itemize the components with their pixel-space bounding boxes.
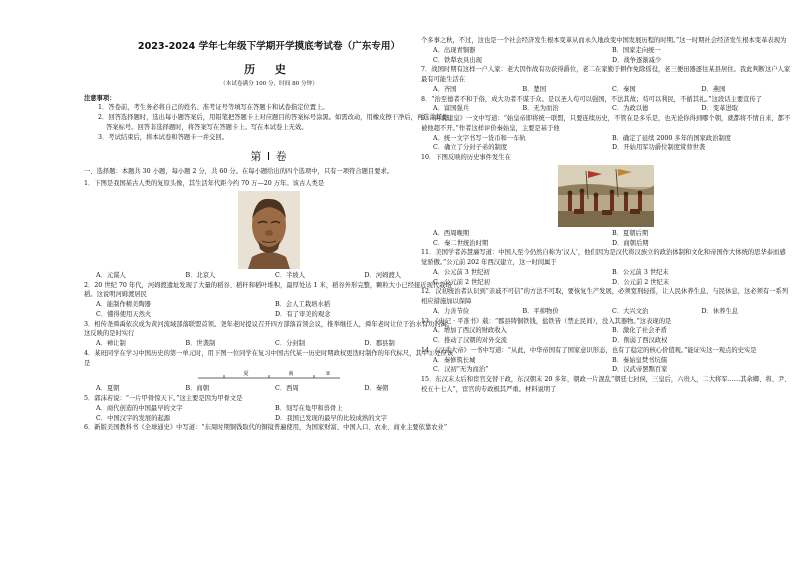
option-d[interactable]: D．战争逐渐减少 xyxy=(612,56,662,64)
question-stem: 5．郭沫若说：“一片甲骨惊天下。”这主要是因为甲骨文是 xyxy=(84,395,243,403)
option-d[interactable]: D．削弱了西汉政权 xyxy=(612,337,668,344)
option-d[interactable]: D．公元前 2 世纪末 xyxy=(612,278,670,286)
question-3 xyxy=(84,320,454,349)
option-a[interactable]: A．商代创造的中国最早的文字 xyxy=(96,404,183,412)
options-row xyxy=(421,134,791,154)
timeline-label: 夏 xyxy=(243,371,249,378)
option-b[interactable]: B．北京人 xyxy=(185,271,216,279)
option-a[interactable]: A．齐国 xyxy=(433,85,457,93)
option-c[interactable]: C．秦国 xyxy=(612,85,636,93)
score-info: （本试卷满分 100 分，时间 80 分钟） xyxy=(220,80,318,87)
option-c[interactable]: C．中国汉字的发展的起源 xyxy=(96,414,171,422)
options-row xyxy=(421,104,791,114)
question-10 xyxy=(421,153,791,248)
question-stem: 个多事之秋，不过，这也是一个社会经济发生根本变革从而永久地改变中国发展历程的时期。”这一时期社会经济发生根本变革表现为 xyxy=(421,37,787,44)
option-a[interactable]: A．能制作精美陶器 xyxy=(96,301,151,309)
option-b[interactable]: B．公元前 3 世纪末 xyxy=(612,268,669,276)
question-stem: 1．下图是我国某古人类的复原头像，其生活年代距今约 70 万—20 万年。该古人类是 xyxy=(84,180,325,188)
option-b[interactable]: B．激化了社会矛盾 xyxy=(612,327,668,335)
question-14 xyxy=(421,346,791,375)
question-stem: 4．某班同学在学习中国历史的第一单元时，用下图一位同学在复习中国古代某一历史时期政权更迭时制作的年代标尺，其中②处应该是 xyxy=(84,349,454,367)
uprising-painting-image xyxy=(558,165,654,227)
option-b[interactable]: B．会人工栽培水稻 xyxy=(275,301,331,309)
options-row xyxy=(84,271,454,281)
note-item: 1．答卷前，考生务必将自己的姓名、准考证号等填写在答题卡和试卷指定位置上。 xyxy=(98,104,329,112)
question-13 xyxy=(421,317,791,346)
option-c[interactable]: C．懂得使用天然火 xyxy=(96,310,152,318)
options-row xyxy=(421,356,791,376)
question-5 xyxy=(84,394,454,423)
options-row xyxy=(84,300,454,320)
timeline-label: 商 xyxy=(288,371,294,378)
subject-heading: 历 史 xyxy=(244,62,294,76)
option-d[interactable]: D．有了审美的观念 xyxy=(275,310,331,318)
options-row xyxy=(84,384,454,394)
option-a[interactable]: A．富国强兵 xyxy=(433,105,470,113)
ancient-human-bust-image xyxy=(238,191,300,269)
option-b[interactable]: B．国家走向统一 xyxy=(612,46,661,54)
question-4 xyxy=(84,349,454,394)
volume-heading: 第 I 卷 xyxy=(250,150,288,164)
option-c[interactable]: C．为政以德 xyxy=(612,105,649,113)
option-a[interactable]: A．统一文字书写一货币和一车轨 xyxy=(433,134,526,142)
question-15 xyxy=(421,375,791,395)
options-row xyxy=(421,326,791,346)
question-stem: 13．《史记 · 平准书》载：“郡县铸铜铁钱，盐铁皆（禁止民间），没入其器物。”这表现的是 xyxy=(421,317,672,325)
question-9 xyxy=(421,114,791,153)
question-stem: 9．《再说建皇》一文中写道：“始皇帝即将统一联盟，只要连续历史，不管在是多乐是，也无论你得到哪个朝，就都将不情自来，都不被他超不开。”作者这样评价秦始皇，主要是基于他 xyxy=(421,115,791,132)
option-b[interactable]: B．确定了延续 2000 多年的国家政治制度 xyxy=(612,134,732,142)
options-row xyxy=(421,307,791,317)
question-stem: 3．相传尧舜禹依次成为黄河流域部落联盟首领。尧年老时提议召开四方部落首领会议，推举继任人，舜年老时让位于治水有功的禹。这反映的是时实行 xyxy=(84,320,454,338)
question-6 xyxy=(84,423,454,433)
option-c[interactable]: C．分封制 xyxy=(275,340,306,348)
option-d[interactable]: D．汉武帝罢黜百家 xyxy=(612,366,668,374)
option-a[interactable]: A．公元前 3 世纪初 xyxy=(433,268,490,276)
option-c[interactable]: C．大兴文治 xyxy=(612,307,649,315)
option-a[interactable]: A．出现青铜器 xyxy=(433,46,476,54)
notes-heading: 注意事项： xyxy=(84,94,116,102)
option-b[interactable]: B．秦始皇焚书坑儒 xyxy=(612,356,668,364)
note-item: 2．回答选择题时，选出每小题答案后，用铅笔把答题卡上对应题目的答案标号涂黑。如需改动，用橡皮擦干净后，再选涂其他答案标号。回答非选择题时，将答案写在答题卡上。写在本试卷上无效。 xyxy=(98,114,449,131)
option-b[interactable]: B．无为而治 xyxy=(522,105,559,113)
timeline-ruler xyxy=(194,370,344,382)
option-b[interactable]: B．夏朝后期 xyxy=(612,229,649,237)
option-d[interactable]: D．休养生息 xyxy=(701,307,739,315)
option-c[interactable]: C．确立了分封子弟的制度 xyxy=(433,144,508,152)
question-stem: 12．汉初统治者认识到“亲戚不可信”的方法不可取，要恢复生产发展，必须宽刑轻徭，让人民休养生息，与民休息，这必须有一系列相应措施加以保障 xyxy=(421,288,789,305)
option-d[interactable]: D．燕国 xyxy=(701,85,726,93)
option-a[interactable]: A．元谋人 xyxy=(96,271,126,279)
question-stem: 6．新版美国教科书《全球通史》中写道：“东周时期铜钱取代的铜镜普遍使用，为国家财富、中国人口、农业、商业主要依靠农业” xyxy=(84,424,448,432)
question-11 xyxy=(421,248,791,287)
option-d[interactable]: D．秦朝 xyxy=(364,385,389,393)
question-2 xyxy=(84,281,454,320)
question-stem: 14．《汉武大帝》一书中写道：“从此，中华帝国有了国家意识形态，也有了稳定的核心价值观。”能证实这一观点的史实是 xyxy=(421,346,757,354)
option-d[interactable]: D．河姆渡人 xyxy=(364,271,402,279)
options-row xyxy=(421,85,791,95)
option-d[interactable]: D．郡县制 xyxy=(364,340,395,348)
option-c[interactable]: C．半坡人 xyxy=(275,271,306,279)
option-b[interactable]: B．刻写在龟甲和兽骨上 xyxy=(275,404,343,412)
options-row xyxy=(84,404,454,424)
option-b[interactable]: B．平抑物价 xyxy=(522,307,559,315)
options-row xyxy=(84,339,454,349)
option-c[interactable]: C．西周 xyxy=(275,385,299,393)
option-d[interactable]: D．商朝后期 xyxy=(612,239,649,247)
option-d[interactable]: D．我国已发现的最早的比较成熟的文字 xyxy=(275,414,388,422)
question-stem: 7．战国时期有这样一户人家：老大因作战有功获得爵位，老二在家勤于耕作免除徭役，老三便田器逐往某县居住。我此判断这户人家最有可能生活在 xyxy=(421,66,791,83)
options-row xyxy=(421,229,791,249)
option-a[interactable]: A．夏朝 xyxy=(96,385,120,393)
right-column xyxy=(421,36,791,395)
question-7 xyxy=(421,65,791,94)
question-stem: 8．“治至德者不和于俗，成大功者不谋于众。是以圣人苟可以强国，不法其故；苟可以利民，不循其礼。”这段话主要宣传了 xyxy=(421,95,763,103)
question-stem: 11．美国学者苏慧廉写道：中国人至今仍然自称为‘汉人’，他们因为是汉代将汉族立的政治体制和文化和帝国作大体统的思华泰而感觉骄傲。”公元前 202 年西汉建立，这一时间属于 xyxy=(421,249,786,266)
option-a[interactable]: A．秦修筑长城 xyxy=(433,356,476,364)
question-1 xyxy=(84,179,454,281)
question-12 xyxy=(421,287,791,316)
timeline-label: ② xyxy=(325,371,331,378)
note-item: 3．考试结束后，将本试卷和答题卡一并交回。 xyxy=(98,133,228,141)
left-column xyxy=(84,32,454,433)
option-b[interactable]: B．商朝 xyxy=(185,385,210,393)
options-row xyxy=(421,46,791,66)
option-c[interactable]: C．公元前 2 世纪初 xyxy=(433,278,490,286)
option-c[interactable]: C．秦二世统治时期 xyxy=(433,239,489,247)
option-d[interactable]: D．开始用军功爵位制度赏替世袭 xyxy=(612,144,706,152)
option-a[interactable]: A．力善节俭 xyxy=(433,307,470,315)
option-c[interactable]: C．汉初“无为而治” xyxy=(433,366,489,374)
question-8 xyxy=(421,95,791,115)
instruction-text: 一、选择题：本题共 30 小题，每小题 2 分，共 60 分。在每小题给出的四个选项中，只有一项符合题目要求。 xyxy=(84,168,394,176)
exam-title: 2023-2024 学年七年级下学期开学摸底考试卷（广东专用） xyxy=(137,41,401,52)
options-row xyxy=(421,268,791,288)
option-a[interactable]: A．禅让制 xyxy=(96,340,126,348)
question-stem: 15．东汉末太后和宦官交替干政，东汉朝末 20 多年，朝政一片混乱“朝廷七封侯，三皇后，六贵人，二大将军……其余卿、将、尹、校五十七人”，宦官的专政极其严重。材料说明了 xyxy=(421,376,791,393)
option-c[interactable]: C．推动了汉朝的对外交流 xyxy=(433,337,508,344)
option-a[interactable]: A．西周晚期 xyxy=(433,229,470,237)
option-a[interactable]: A．增加了西汉的财政收入 xyxy=(433,327,507,335)
question-stem: 10．下图反映的历史事件发生在 xyxy=(421,154,511,161)
option-b[interactable]: B．楚国 xyxy=(522,85,547,93)
option-d[interactable]: D．变革进取 xyxy=(701,105,739,113)
question-stem: 2．20 世纪 70 年代，河姆渡遗址发现了大量的稻谷、稻秆和稻叶堆积，最厚处达 1 米，稻谷外形完整，颗粒大小已经接近现代栽培稻。这说明河姆渡居民 xyxy=(84,281,452,299)
option-c[interactable]: C．铁犁农具出现 xyxy=(433,56,482,64)
question-6-cont xyxy=(421,36,791,65)
option-b[interactable]: B．世袭制 xyxy=(185,340,216,348)
